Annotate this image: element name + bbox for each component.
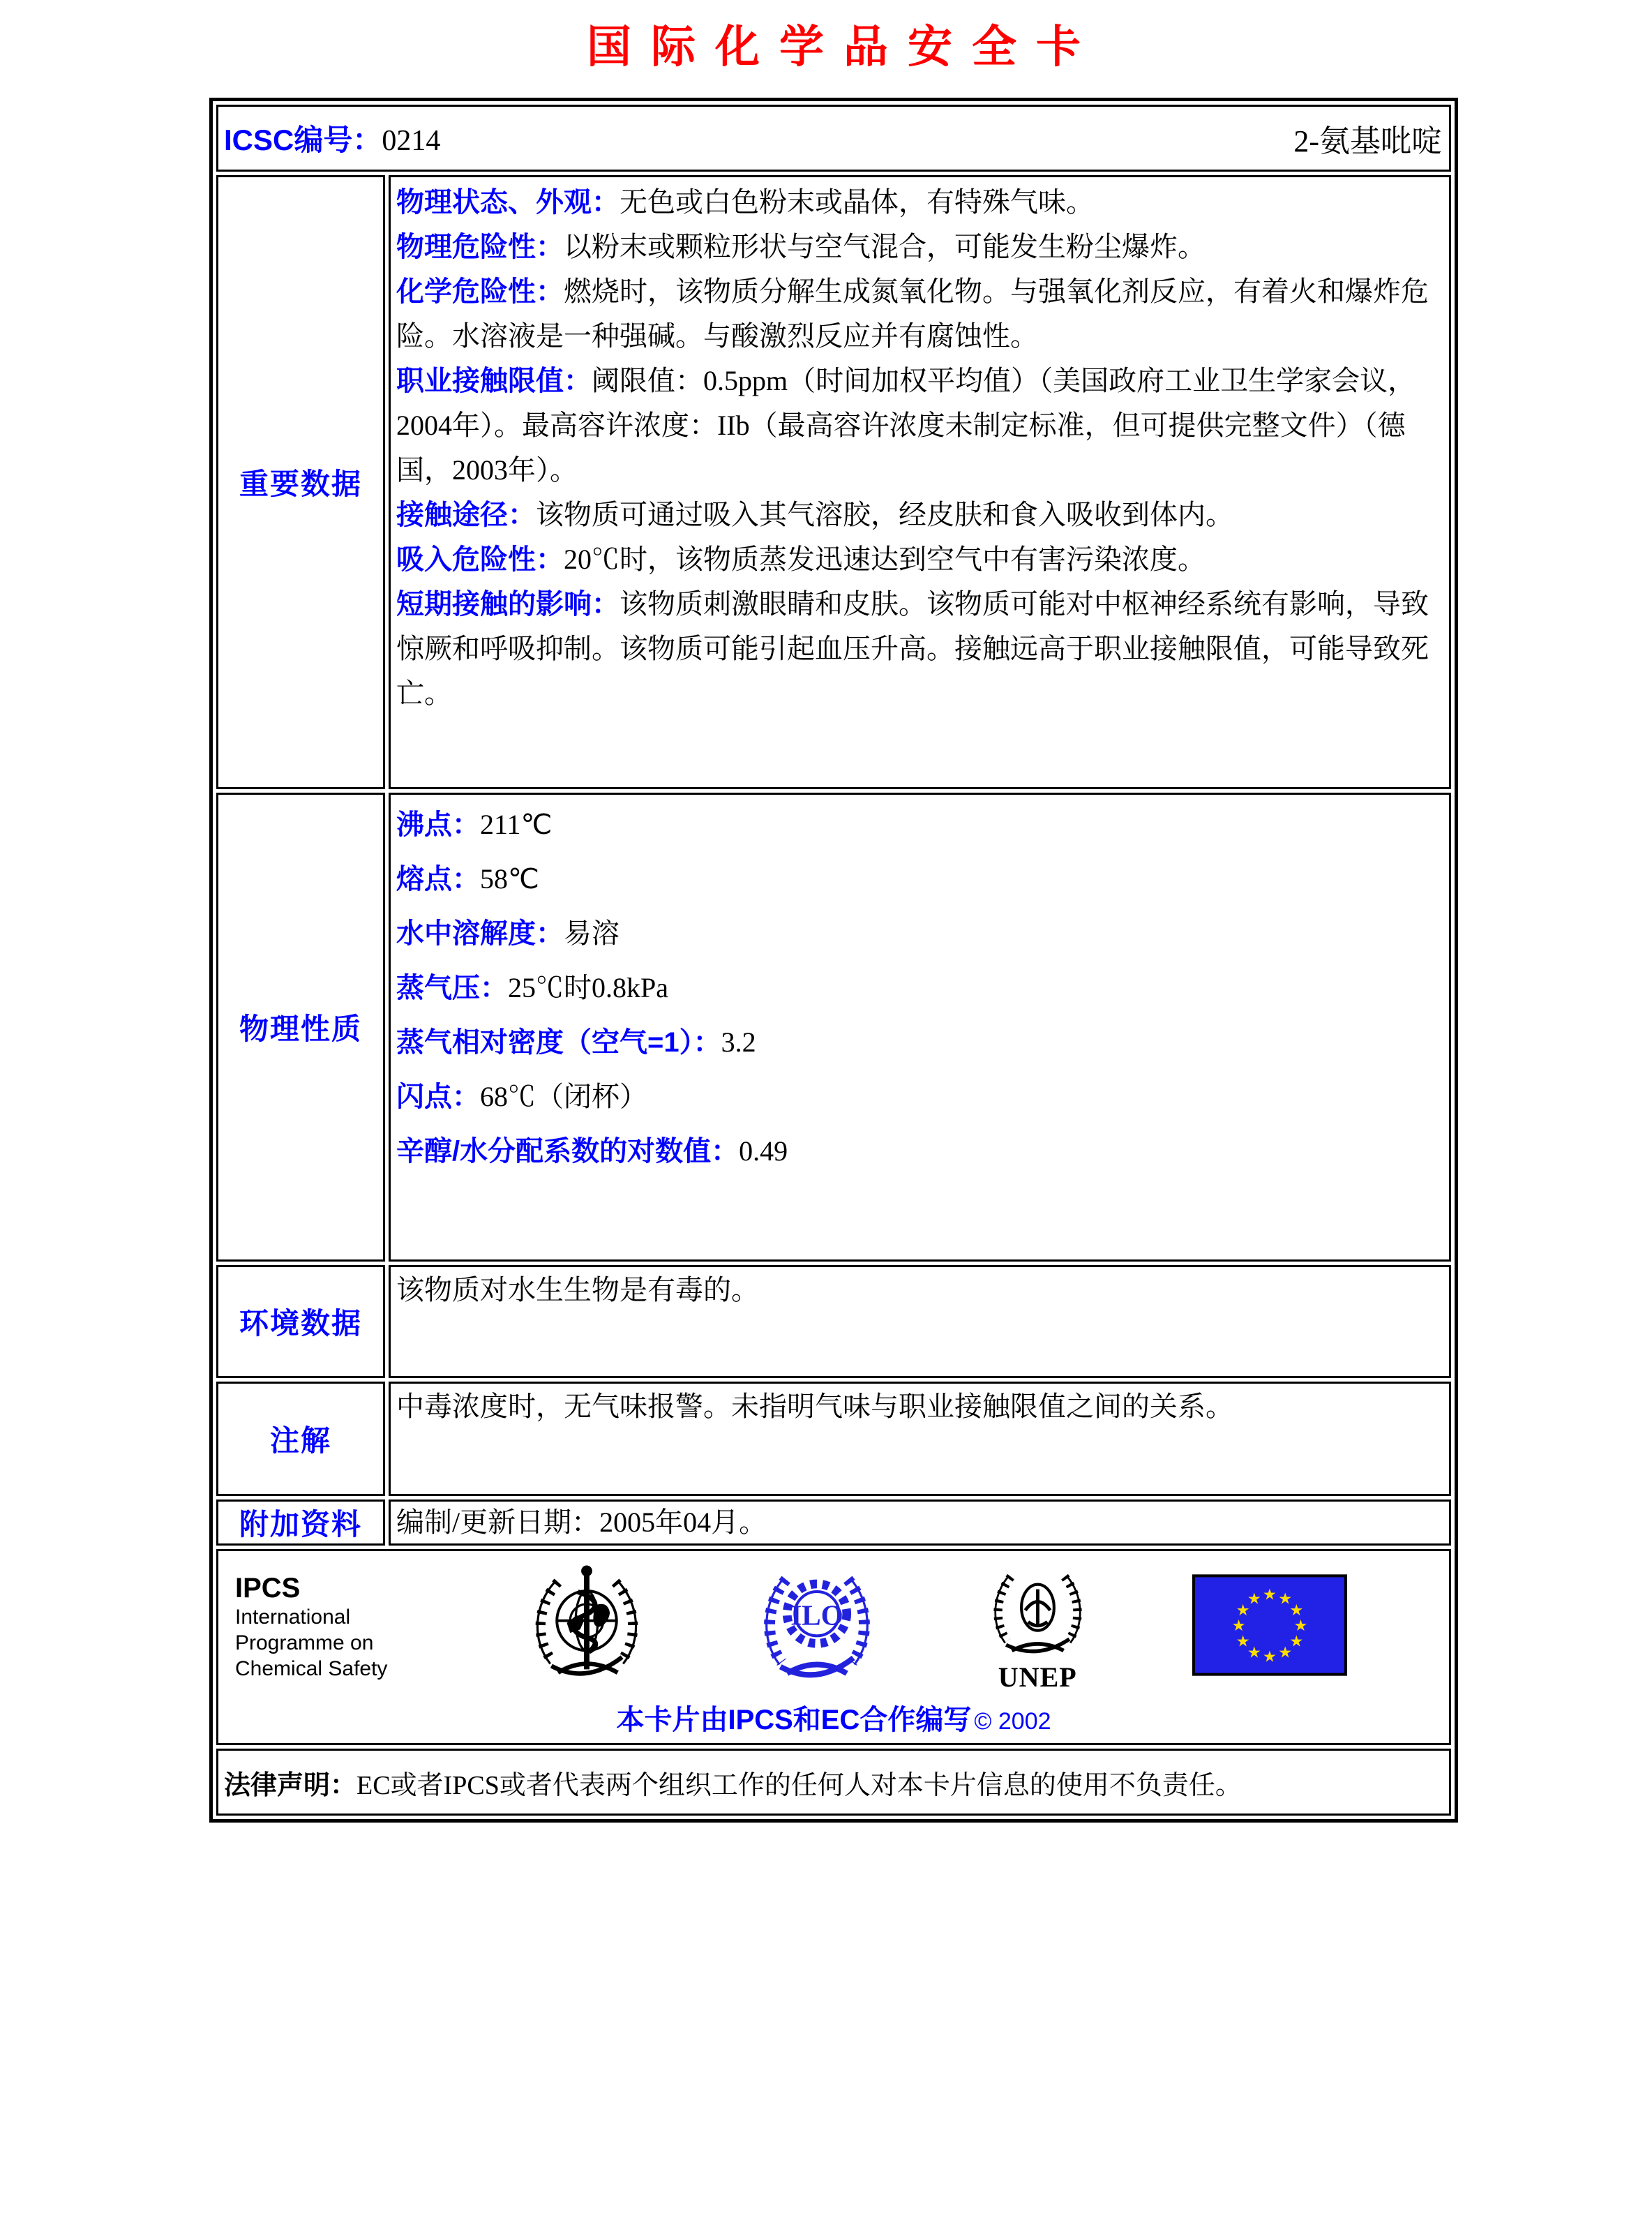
svg-text:★: ★ (1293, 1616, 1308, 1635)
property-item (396, 1124, 1442, 1179)
important-data-content (389, 175, 1451, 789)
item-text: 以粉末或颗粒形状与空气混合，可能发生粉尘爆炸。 (564, 231, 1206, 262)
icsc-number-value: 0214 (382, 125, 441, 157)
svg-text:★: ★ (1263, 1585, 1277, 1604)
icsc-number-label: ICSC编号： (224, 124, 382, 156)
property-item (396, 852, 1442, 906)
additional-info-row (216, 1500, 1451, 1546)
copyright-text: 本卡片由IPCS和EC合作编写 (616, 1705, 972, 1735)
item-text: 阈限值：0.5ppm（时间加权平均值）（美国政府工业卫生学家会议，2004年）。最高容许浓度：IIb（最高容许浓度未制定标准，但可提供完整文件）（德国，2003年）。 (396, 365, 1416, 486)
property-item (396, 1070, 1442, 1124)
ipcs-text-block (235, 1572, 423, 1682)
eu-flag-icon (1192, 1574, 1347, 1680)
header-cell (216, 105, 1451, 172)
item-text: 燃烧时，该物质分解生成氮氧化物。与强氧化剂反应，有着火和爆炸危险。水溶液是一种强碱。与酸激烈反应并有腐蚀性。 (396, 276, 1429, 352)
notes-row (216, 1382, 1451, 1496)
physical-properties-list (396, 798, 1442, 1179)
item-label: 化学危险性： (396, 276, 564, 307)
environmental-data-label: 环境数据 (216, 1265, 385, 1378)
property-value: 68℃（闭杯） (480, 1081, 647, 1112)
property-value: 0.49 (739, 1135, 788, 1167)
property-value: 3.2 (721, 1026, 756, 1058)
svg-text:★: ★ (1263, 1647, 1277, 1666)
ipcs-subtitle-line3: Chemical Safety (235, 1657, 388, 1680)
item-label: 物理危险性： (396, 232, 564, 262)
property-item (396, 906, 1442, 961)
physical-properties-label: 物理性质 (216, 793, 385, 1262)
property-label: 沸点： (396, 809, 480, 840)
ilo-monogram: ILO (790, 1599, 843, 1631)
legal-cell (216, 1749, 1451, 1816)
item-label: 物理状态、外观： (396, 187, 620, 218)
page-title: 国际化学品安全卡 (587, 22, 1100, 72)
svg-text:★: ★ (1236, 1631, 1250, 1650)
property-label: 熔点： (396, 864, 480, 895)
copyright-line (230, 1698, 1438, 1737)
svg-text:★: ★ (1278, 1643, 1293, 1661)
important-data-list (396, 180, 1442, 716)
ipcs-subtitle-line1: International (235, 1605, 351, 1629)
physical-properties-row (216, 793, 1451, 1262)
legal-row (216, 1749, 1451, 1816)
property-item (396, 961, 1442, 1015)
item-text: 无色或白色粉末或晶体，有特殊气味。 (620, 186, 1094, 218)
property-value: 211℃ (480, 809, 553, 840)
icsc-table (213, 101, 1455, 1819)
copyright-year: © 2002 (974, 1708, 1051, 1735)
data-item (396, 180, 1442, 225)
unep-label: UNEP (998, 1661, 1077, 1693)
notes-label: 注解 (216, 1382, 385, 1496)
logos-row (216, 1549, 1451, 1745)
property-item (396, 798, 1442, 852)
data-item (396, 493, 1442, 537)
notes-content: 中毒浓度时，无气味报警。未指明气味与职业接触限值之间的关系。 (389, 1382, 1451, 1496)
legal-label: 法律声明： (224, 1770, 357, 1800)
unep-logo-icon (980, 1562, 1095, 1670)
svg-text:★: ★ (1247, 1590, 1261, 1608)
icsc-card (209, 98, 1458, 1823)
svg-text:★: ★ (1289, 1601, 1304, 1620)
property-label: 闪点： (396, 1082, 480, 1112)
svg-text:★: ★ (1289, 1631, 1304, 1650)
svg-text:★: ★ (1236, 1601, 1250, 1620)
important-data-label: 重要数据 (216, 175, 385, 789)
property-label: 蒸气相对密度（空气=1）： (396, 1027, 721, 1058)
svg-text:★: ★ (1247, 1643, 1261, 1661)
item-text: 该物质刺激眼睛和皮肤。该物质可能对中枢神经系统有影响，导致惊厥和呼吸抑制。该物质可能引起血压升高。接触远高于职业接触限值，可能导致死亡。 (396, 588, 1429, 709)
environmental-data-content: 该物质对水生生物是有毒的。 (389, 1265, 1451, 1378)
item-label: 职业接触限值： (396, 366, 592, 396)
svg-text:★: ★ (1231, 1616, 1246, 1635)
legal-text: EC或者IPCS或者代表两个组织工作的任何人对本卡片信息的使用不负责任。 (356, 1770, 1242, 1800)
property-label: 蒸气压： (396, 973, 508, 1003)
additional-info-content: 编制/更新日期：2005年04月。 (389, 1500, 1451, 1546)
ipcs-title: IPCS (235, 1572, 301, 1603)
item-text: 20℃时，该物质蒸发迅速达到空气中有害污染浓度。 (564, 544, 1206, 575)
property-item (396, 1015, 1442, 1070)
icsc-number-field (224, 117, 440, 159)
data-item (396, 582, 1442, 716)
item-label: 短期接触的影响： (396, 589, 620, 620)
who-logo-icon (520, 1559, 653, 1695)
important-data-row (216, 175, 1451, 789)
additional-info-label: 附加资料 (216, 1500, 385, 1546)
environmental-data-row (216, 1265, 1451, 1378)
physical-properties-content (389, 793, 1451, 1262)
data-item (396, 537, 1442, 582)
chemical-name: 2-氨基吡啶 (1293, 124, 1442, 158)
header-row (216, 105, 1451, 172)
item-label: 吸入危险性： (396, 544, 564, 575)
item-label: 接触途径： (396, 500, 536, 530)
data-item (396, 225, 1442, 269)
ipcs-subtitle-line2: Programme on (235, 1631, 374, 1654)
ilo-logo-icon (751, 1557, 883, 1696)
item-text: 该物质可通过吸入其气溶胶，经皮肤和食入吸收到体内。 (536, 499, 1233, 530)
property-label: 水中溶解度： (396, 918, 564, 949)
data-item (396, 269, 1442, 359)
property-value: 易溶 (564, 918, 620, 949)
data-item (396, 359, 1442, 493)
property-label: 辛醇/水分配系数的对数值： (396, 1136, 739, 1167)
logos-cell (216, 1549, 1451, 1745)
unep-logo-block (980, 1562, 1095, 1691)
property-value: 25℃时0.8kPa (508, 972, 668, 1003)
svg-text:★: ★ (1278, 1590, 1293, 1608)
property-value: 58℃ (480, 863, 539, 895)
